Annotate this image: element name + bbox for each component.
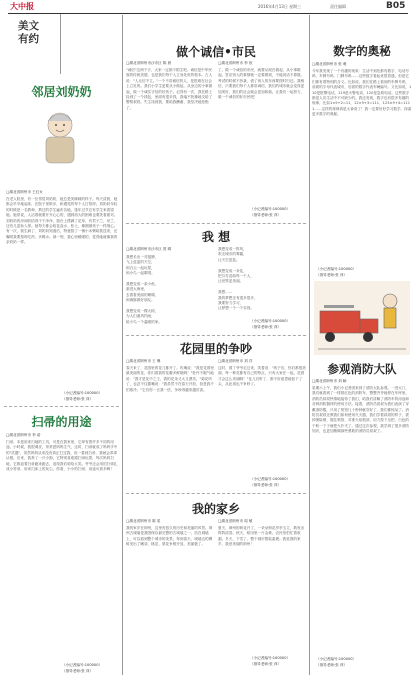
edition-date: 2016年4月13日 星期三 <box>258 4 302 9</box>
c3-art1-note: （小记者编号:100000） <box>316 267 357 271</box>
c2-art1-teacher: （指导老师:张 萍） <box>250 213 282 217</box>
c2-art1-body-right: 了。做一个诚信的市民，就要从现在做起，从小事做起。答应别人的事情就一定要做到，不能说话不算数。考试的时候不抄袭，借了别人的东西要按时归还。我相信，只要我们每个人都讲诚信，我们的城市就会变得更加美好，我们的社会就会更加和谐。让我们一起努力，做一个诚信的好市民吧！ <box>218 68 305 100</box>
c3-art1-teacher: （指导老师:张 萍） <box>316 273 348 277</box>
c2-art2-byline: □湖北省荆州市沙市区 曾 晴 <box>126 247 172 251</box>
c3-art1-title: 数字的奥秘 <box>333 44 391 58</box>
c2-art1-byline-left: □湖北省荆州市沙市区 陈 晨 <box>126 61 172 65</box>
c2-art3-note: （小记者编号:100000） <box>250 477 291 481</box>
c3-art2-title: 参观消防大队 <box>327 362 397 376</box>
c3-art2-body: 星期六上午，我们小记者团来到了消防大队参观。一进大门，我们就看到了一排排红色的消防车，整整齐齐地停在车库里。消防员叔叔热情地接待了我们，给我们讲解了消防车的用途和各种消防器材的使用方法。接着，消防员叔叔为我们表演了穿戴消防服，只用了短短几十秒钟就穿好了，我们都惊呆了。消防员叔叔还教我们如何使用灭火器，我们学着叔叔的样子，拔掉保险销，握住喷管，对准火焰根部，用力按下压把，白色的干粉一下子就把火扑灭了。通过这次参观，我学到了很多消防知识，也更加敬佩那些勇敢的消防员叔叔了。 <box>312 386 410 434</box>
art2-title: 扫帚的用途 <box>31 415 92 429</box>
col1-separator <box>4 406 119 407</box>
c2-art4-teacher: （指导老师:张 萍） <box>250 662 282 666</box>
c2-art4-note: （小记者编号:100000） <box>250 656 291 660</box>
masthead-rule <box>8 13 408 14</box>
c2-art3-body-left: 春天来了，花园里的花儿都开了。玫瑰说："我是花园里最美丽的花，你们看我的花瓣多鲜艳啊！"牡丹不服气地说："我才是花中之王，我的花朵又大又漂亮。"菊花听了，也忍不住插嘴说："我虽然不在春天开放，但是我不怕寒冷。"它们你一言我一语，争吵得越来越厉害。 <box>126 366 214 392</box>
c2-art2-title: 我 想 <box>201 230 231 244</box>
c3-art1-byline: □湖北省荆州市 张 萌 <box>312 62 347 66</box>
edition-label: 责任编辑 <box>330 4 346 9</box>
page-code: B05 <box>386 1 406 11</box>
c2-art1-note: （小记者编号:100000） <box>250 207 291 211</box>
c2-art4-byline-left: □湖北省荆州市 陈 星 <box>126 519 161 523</box>
c2-separator-3 <box>126 493 306 494</box>
column-1 <box>4 75 119 675</box>
c3-illustration <box>314 281 410 355</box>
c3-art2-note: （小记者编号:100000） <box>316 657 357 661</box>
c3-art1-body: 今年我发现了一个有趣的现象：生活中到处都有数字，电话号码、车牌号码、门牌号码……这些数字看起来很普通，但是它们都有着特别的含义。比如说，我们在路上看到的车牌号码，前面的字母代表城市，后面的数字代表车辆编号。又比如说，110是报警电话，119是火警电话，120是急救电话。这些数字都是人们生活中不可缺少的。我还发现，数字也有很多有趣的规律，比如1×9+2=11，12×9+3=111，123×9+4=1111……这样的规律真是太神奇了！我一定要好好学习数学，探索更多数字的奥秘。 <box>312 69 412 117</box>
c2-art1-body-left: "诚信"这两个字，大家一定都不陌生吧。诚信是中华民族的传统美德，也是我们每个人立身处世的根本。古人说："人无信不立。"一个不讲诚信的人，是很难在社会上立足的。我们小学生更要从小做起，从身边的小事做起，做一个诚实守信的好孩子。记得有一次，我在路上捡到了一个钱包，里面有很多钱，我毫不犹豫地交给了警察叔叔。失主找到我，要给我酬谢，我坚决地拒绝了。 <box>126 68 213 110</box>
section-title: 美文有约 <box>18 20 39 45</box>
c2-art4-body-left: 我的家乡在荆州，这里有悠久的历史和美丽的风景。荆州古城墙是我国保存最完整的古城墙之一，站在城墙上，可以看到整个城市的美景。每到春天，城墙边的柳树发出了嫩芽，桃花、梨花争相开放，美丽极了。 <box>126 526 213 547</box>
c2-art4-body-right: 夏天，荆州的荷花开了，一朵朵荷花亭亭玉立，散发出阵阵清香。秋天，稻田里一片金黄，农民伯伯忙着收割。冬天，下雪了，整个城市银装素裹。我爱我的家乡，我爱美丽的荆州！ <box>218 526 305 547</box>
c2-art3-title: 花园里的争吵 <box>179 342 252 356</box>
art1-byline: □湖北省荆州市 王红女 <box>6 190 43 194</box>
art2-body: 扫帚，本是用来扫地的工具，可是在我家里，它却有着许多不同的用途。小时候，我很调皮，常常惹妈妈生气，这时，扫帚就成了妈妈手中的"武器"，虽然妈妈从来没有真正打过我，但一看到扫帚，我就会乖乖认错。后来，我养了一只小狗，它特别喜欢跟扫帚玩耍，每次妈妈扫地，它都追着扫帚跑来跑去，逗得我们哈哈大笑。爷爷还会用旧扫帚扎成小笤帚，用来扫床上的灰尘。你看，小小的扫帚，用途可真多啊！ <box>6 440 118 472</box>
section-divider <box>60 14 61 74</box>
c2-art3-byline-left: □湖北省荆州市 王 琳 <box>126 359 161 363</box>
c2-art4-title: 我的家乡 <box>191 502 240 516</box>
c3-art2-teacher: （指导老师:张 萍） <box>316 663 348 667</box>
art2-note: （小记者编号:100000） <box>62 663 103 667</box>
c2-art4-byline-right: □湖北省荆州市 周 敏 <box>218 519 253 523</box>
c2-art2-body-right: 我想变成一阵风， 吹走城市的雾霾， 让天空更蓝。 我想变成一朵花， 把芬芳送给每一个人， 让世界更美丽。 我想…… 我的梦想还有很多很多， 我要努力学习， 让梦想一个一个实现。 <box>218 247 258 311</box>
paper-name: 大中报 <box>10 1 34 11</box>
column-3 <box>312 15 412 675</box>
fire-station-illustration <box>314 281 410 355</box>
c2-separator-2 <box>126 335 306 336</box>
c2-art2-body-left: 我想长出一对翅膀， 飞上蓝蓝的天空， 和白云一起玩耍， 和小鸟一起歌唱。 我想变成一条小鱼， 游进大海里， 去看看美丽的珊瑚， 和海豚做好朋友。 我想变成一棵大树， 为人们遮风挡雨， 给小鸟一个温暖的家。 <box>126 255 162 324</box>
c2-separator-1 <box>126 223 306 224</box>
grandma-illustration <box>24 103 96 167</box>
c2-art1-byline-right: □湖北省荆州市 李 欣 <box>218 61 253 65</box>
art1-body: 在老人院里，有一位邻居刘奶奶，她总是笑眯眯的样子。每天清晨，她都会早早地起床，在院子里散步，和遇见的每个人打招呼。刘奶奶年轻的时候是一名教师，教过的学生遍布各地，逢年过节总有学生来看望她。她常说，人活着就要开开心心的，遇到再大的困难也要笑着面对。刘奶奶的房间收拾得干干净净，窗台上摆满了花草，有君子兰、吊兰，还有几盆仙人掌。她每天都会给花浇水、松土，像照顾孩子一样细心。有一次，我生病了，刘奶奶知道后，特意熬了一锅小米粥给我送来，还嘱咐我要按时吃药、多喝水。那一刻，我心里暖暖的，觉得她就像我的亲奶奶一样。 <box>6 197 118 245</box>
c2-art2-teacher: （指导老师:张 萍） <box>250 325 282 329</box>
masthead <box>0 0 415 15</box>
art1-teacher: （指导老师:张 萍） <box>62 397 94 401</box>
c2-art3-byline-right: □湖北省荆州市 刘 洋 <box>218 359 253 363</box>
c2-art1-title: 做个诚信•市民 <box>176 45 256 59</box>
art2-teacher: （指导老师:张 萍） <box>62 669 94 673</box>
art1-title: 邻居刘奶奶 <box>31 85 92 99</box>
c2-art3-body-right: 这时，园丁爷爷走过来，笑着说："孩子们，你们都很美丽，每一种花都有自己的特点，只有大家在一起，花园才会这么美丽啊！"花儿们听了，都不好意思地低下了头，从此再也不争吵了。 <box>218 366 306 387</box>
section-name <box>18 20 48 46</box>
newspaper-logo <box>10 1 44 12</box>
art2-byline: □湖北省荆州市 李 诺 <box>6 433 41 437</box>
column-divider-2 <box>309 15 310 675</box>
art1-illustration <box>24 103 96 167</box>
art1-note: （小记者编号:100000） <box>62 391 103 395</box>
column-2 <box>126 15 306 675</box>
c2-art3-teacher: （指导老师:张 萍） <box>250 483 282 487</box>
c3-art2-byline: □湖北省荆州市 刘 畅 <box>312 379 347 383</box>
c2-art2-note: （小记者编号:100000） <box>250 319 291 323</box>
column-divider-1 <box>122 15 123 675</box>
